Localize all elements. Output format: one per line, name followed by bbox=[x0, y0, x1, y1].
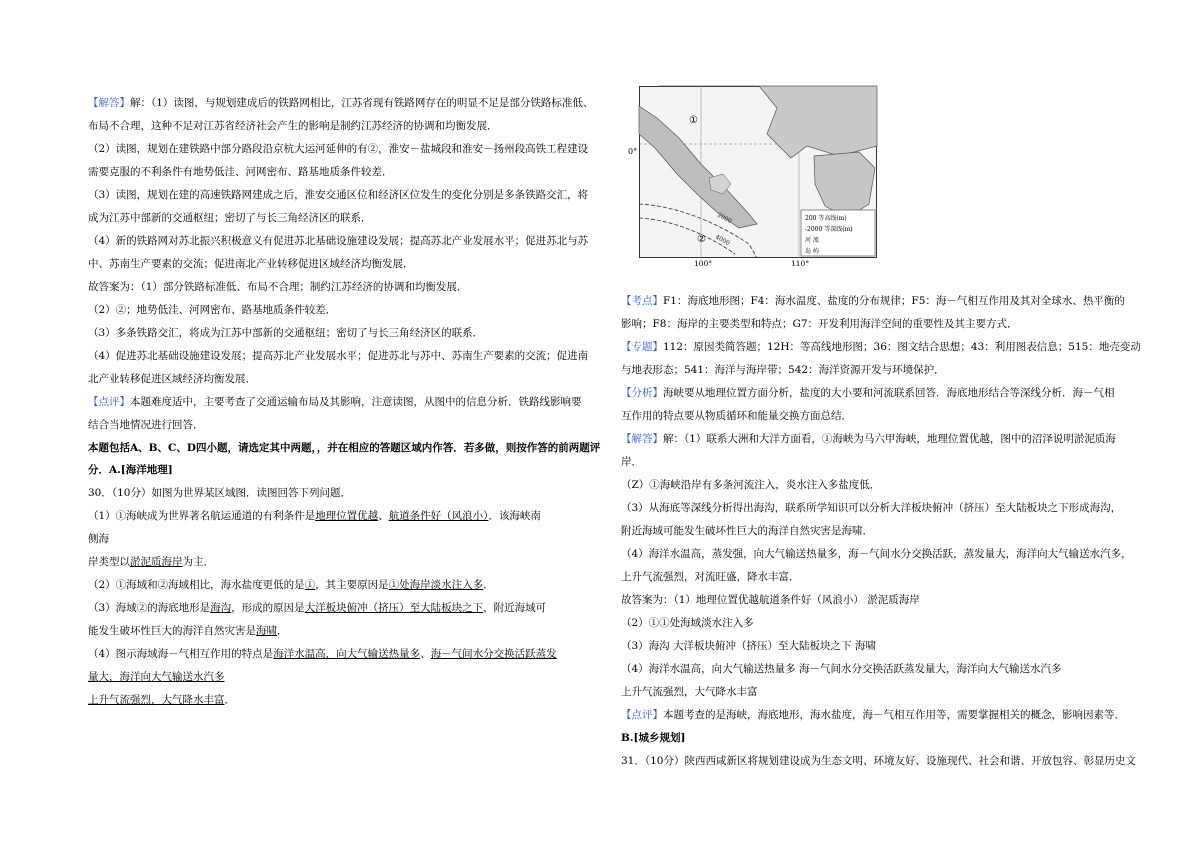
question-title: 30．（10分）如图为世界某区域图．读图回答下列问题． bbox=[88, 487, 351, 499]
answer-line: 【解答】解：（1）读图，与规划建成后的铁路网相比，江苏省现有铁路网存在的明显不足是部分铁路标准低、 bbox=[88, 97, 594, 109]
answer-blank: 海沟 bbox=[210, 602, 232, 614]
text-line: 需要克服的不利条件有地势低洼、河网密布、路基地质条件较差． bbox=[88, 166, 393, 178]
answer-blank: ①处海岸淡水注入多 bbox=[388, 579, 484, 591]
analysis-line: 【分析】海峡要从地理位置方面分析，盐度的大小要和河流联系回答．海底地形结合等深线分析．海－气相 bbox=[621, 387, 1115, 399]
text-line: 布局不合理，这种不足对江苏省经济社会产生的影响是制约江苏经济的协调和均衡发展． bbox=[88, 120, 498, 132]
text-line: 成为江苏中部新的交通枢纽；密切了与长三角经济区的联系． bbox=[88, 212, 372, 224]
text-line: （3）读图，规划在建的高速铁路网建成之后，淮安交通区位和经济区位发生的变化分别是多条铁路交汇，将 bbox=[88, 189, 589, 201]
answer-blank: 航道条件好（风浪小） bbox=[388, 510, 489, 522]
text-line: 中、苏南生产要素的交流；促进南北产业转移促进区域经济均衡发展． bbox=[88, 258, 414, 270]
text-line: 侧海 bbox=[88, 533, 109, 545]
text-line: （2）②；地势低洼、河网密布、路基地质条件较差． bbox=[88, 304, 337, 316]
depth-label-4000: 4000 bbox=[714, 233, 731, 247]
text-line: 上升气流强烈，大气降水丰富 bbox=[621, 686, 758, 698]
text-line: 与地表形态；541：海洋与海岸带；542：海洋资源开发与环境保护． bbox=[621, 364, 945, 376]
text-line: （4）促进苏北基础设施建设发展；提高苏北产业发展水平；促进苏北与苏中、苏南生产要素的交流；促进南 bbox=[88, 350, 589, 362]
text-line: 故答案为：（1）部分铁路标准低、布局不合理；制约江苏经济的协调和均衡发展． bbox=[88, 281, 468, 293]
zhuanti-line: 【专题】112：原因类简答题；12H：等高线地形图；36：图文结合思想；43：利用图表信息；515：地壳变动 bbox=[621, 341, 1141, 353]
answer-blank: 大洋板块俯冲（挤压）至大陆板块之下 bbox=[304, 602, 484, 614]
map-legend bbox=[801, 210, 875, 256]
answer-blank: 量大，海洋向大气输送水汽多 bbox=[88, 671, 225, 683]
question-3-cont: 能发生破坏性巨大的海洋自然灾害是海啸． bbox=[88, 625, 288, 637]
marker-2: ② bbox=[697, 234, 706, 245]
kaodian-tag: 【考点】 bbox=[621, 295, 663, 307]
question-4-cont: 上升气流强烈，大气降水丰富． bbox=[88, 694, 235, 706]
text-line: （Z）①海峡沿岸有多条河流注入，炎水注入多盐度低． bbox=[621, 479, 881, 491]
text-line: （4）新的铁路网对苏北振兴积极意义有促进苏北基础设施建设发展；提高苏北产业发展水平；促进苏北与苏 bbox=[88, 235, 589, 247]
section-instruction: 本题包括A、B、C、D四小题，请选定其中两题，，并在相应的答题区域内作答．若多做，则按作答的前两题评 bbox=[88, 442, 601, 454]
legend-isobath: -2000 等深线(m) bbox=[805, 226, 853, 233]
answer-blank: 地理位置优越 bbox=[315, 510, 379, 522]
question-1-cont: 岸类型以淤泥质海岸为主． bbox=[88, 556, 214, 568]
lon-label-110: 110° bbox=[791, 259, 810, 268]
answer-line: 【解答】解：（1）联系大洲和大洋方面看，①海峡为马六甲海峡，地理位置优越，图中的沼泽说明淤泥质海 bbox=[621, 433, 1116, 445]
comment-line: 【点评】本题考查的是海峡，海底地形，海水盐度，海－气相互作用等，需要掌握相关的概念，影响因素等． bbox=[621, 709, 1125, 721]
answer-blank: 上升气流强烈，大气降水丰富 bbox=[88, 694, 225, 706]
answer-blank: 海洋水温高，向大气输送热量多 bbox=[273, 648, 421, 660]
text-line: 岸． bbox=[621, 456, 642, 468]
analysis-tag: 【分析】 bbox=[621, 387, 663, 399]
sea-region-map bbox=[628, 86, 877, 268]
legend-island: 岛 屿 bbox=[805, 248, 819, 255]
section-heading: 分．A.[海洋地理] bbox=[88, 464, 173, 476]
text-line: 北产业转移促进区域经济均衡发展． bbox=[88, 373, 256, 385]
text-line: 影响；F8：海岸的主要类型和特点；G7：开发利用海洋空间的重要性及其主要方式． bbox=[621, 318, 1018, 330]
text-line: （2）读图，规划在建铁路中部分路段沿京杭大运河延伸的有②，淮安－盐城段和淮安－扬州段高铁工程建设 bbox=[88, 143, 589, 155]
lat-label: 0° bbox=[628, 147, 638, 156]
question-4: （4）图示海域海－气相互作用的特点是海洋水温高，向大气输送热量多、海－气间水分交换活跃蒸发 bbox=[88, 648, 557, 660]
comment-line: 【点评】本题难度适中，主要考查了交通运输布局及其影响，注意读图，从图中的信息分析．铁路线影响要 bbox=[88, 396, 582, 408]
text-line: 故答案为：（1）地理位置优越航道条件好（风浪小） 淤泥质海岸 bbox=[621, 594, 920, 606]
marker-1: ① bbox=[689, 115, 698, 126]
zhuanti-tag: 【专题】 bbox=[621, 341, 663, 353]
text-line: 结合当地情况进行回答． bbox=[88, 419, 204, 431]
text-line: （3）多条铁路交汇，将成为江苏中部新的交通枢纽；密切了与长三角经济区的联系． bbox=[88, 327, 484, 339]
kaodian-line: 【考点】F1：海底地形图；F4：海水温度、盐度的分布规律；F5：海－气相互作用及其对全球水、热平衡的 bbox=[621, 295, 1125, 307]
question-2: （2）①海域和②海域相比，海水盐度更低的是①，其主要原因是①处海岸淡水注入多． bbox=[88, 579, 494, 591]
text-line: 附近海域可能发生破坏性巨大的海洋自然灾害是海啸． bbox=[621, 525, 873, 537]
text-line: 上升气流强烈，对流旺盛，降水丰富． bbox=[621, 571, 800, 583]
text-line: （4）海洋水温高，蒸发强，向大气输送热量多，海－气间水分交换活跃，蒸发量大，海洋向大气输送水汽多， bbox=[621, 548, 1132, 560]
text-line: （3）从海底等深线分析得出海沟，联系所学知识可以分析大洋板块俯冲（挤压）至大陆板块之下形成海沟， bbox=[621, 502, 1122, 514]
question-title: 31．（10分）陕西西咸新区将规划建设成为生态文明、环境友好、设施现代、社会和谐、开放包容、彰显历史文 bbox=[621, 755, 1136, 767]
text-line: （2）①①处海域淡水注入多 bbox=[621, 617, 754, 629]
lon-label-100: 100° bbox=[694, 259, 713, 268]
answer-tag: 【解答】 bbox=[88, 97, 130, 109]
text-line: 互作用的特点要从物质循环和能量交换方面总结． bbox=[621, 410, 852, 422]
text-line: （4）海洋水温高，向大气输送热量多 海－气间水分交换活跃蒸发量大，海洋向大气输送水汽多 bbox=[621, 663, 1062, 675]
legend-river: 河 流 bbox=[805, 237, 819, 244]
legend-contour: 200 等高线(m) bbox=[805, 215, 847, 222]
section-heading: B.[城乡规划] bbox=[621, 732, 686, 744]
depth-label-2000: 2000 bbox=[716, 211, 733, 225]
text-line: （3）海沟 大洋板块俯冲（挤压）至大陆板块之下 海啸 bbox=[621, 640, 876, 652]
answer-blank: ① bbox=[304, 579, 316, 591]
question-1: （1）①海峡成为世界著名航运通道的有利条件是地理位置优越、航道条件好（风浪小）．该海峡南 bbox=[88, 510, 541, 522]
comment-tag: 【点评】 bbox=[621, 709, 663, 721]
answer-blank: 淤泥质海岸 bbox=[130, 556, 183, 568]
question-3: （3）海域②的海底地形是海沟，形成的原因是大洋板块俯冲（挤压）至大陆板块之下，附近海域可 bbox=[88, 602, 547, 614]
answer-blank: 海啸 bbox=[256, 625, 277, 637]
answer-tag: 【解答】 bbox=[621, 433, 663, 445]
answer-blank: 海－气间水分交换活跃蒸发 bbox=[430, 648, 557, 660]
comment-tag: 【点评】 bbox=[88, 396, 130, 408]
